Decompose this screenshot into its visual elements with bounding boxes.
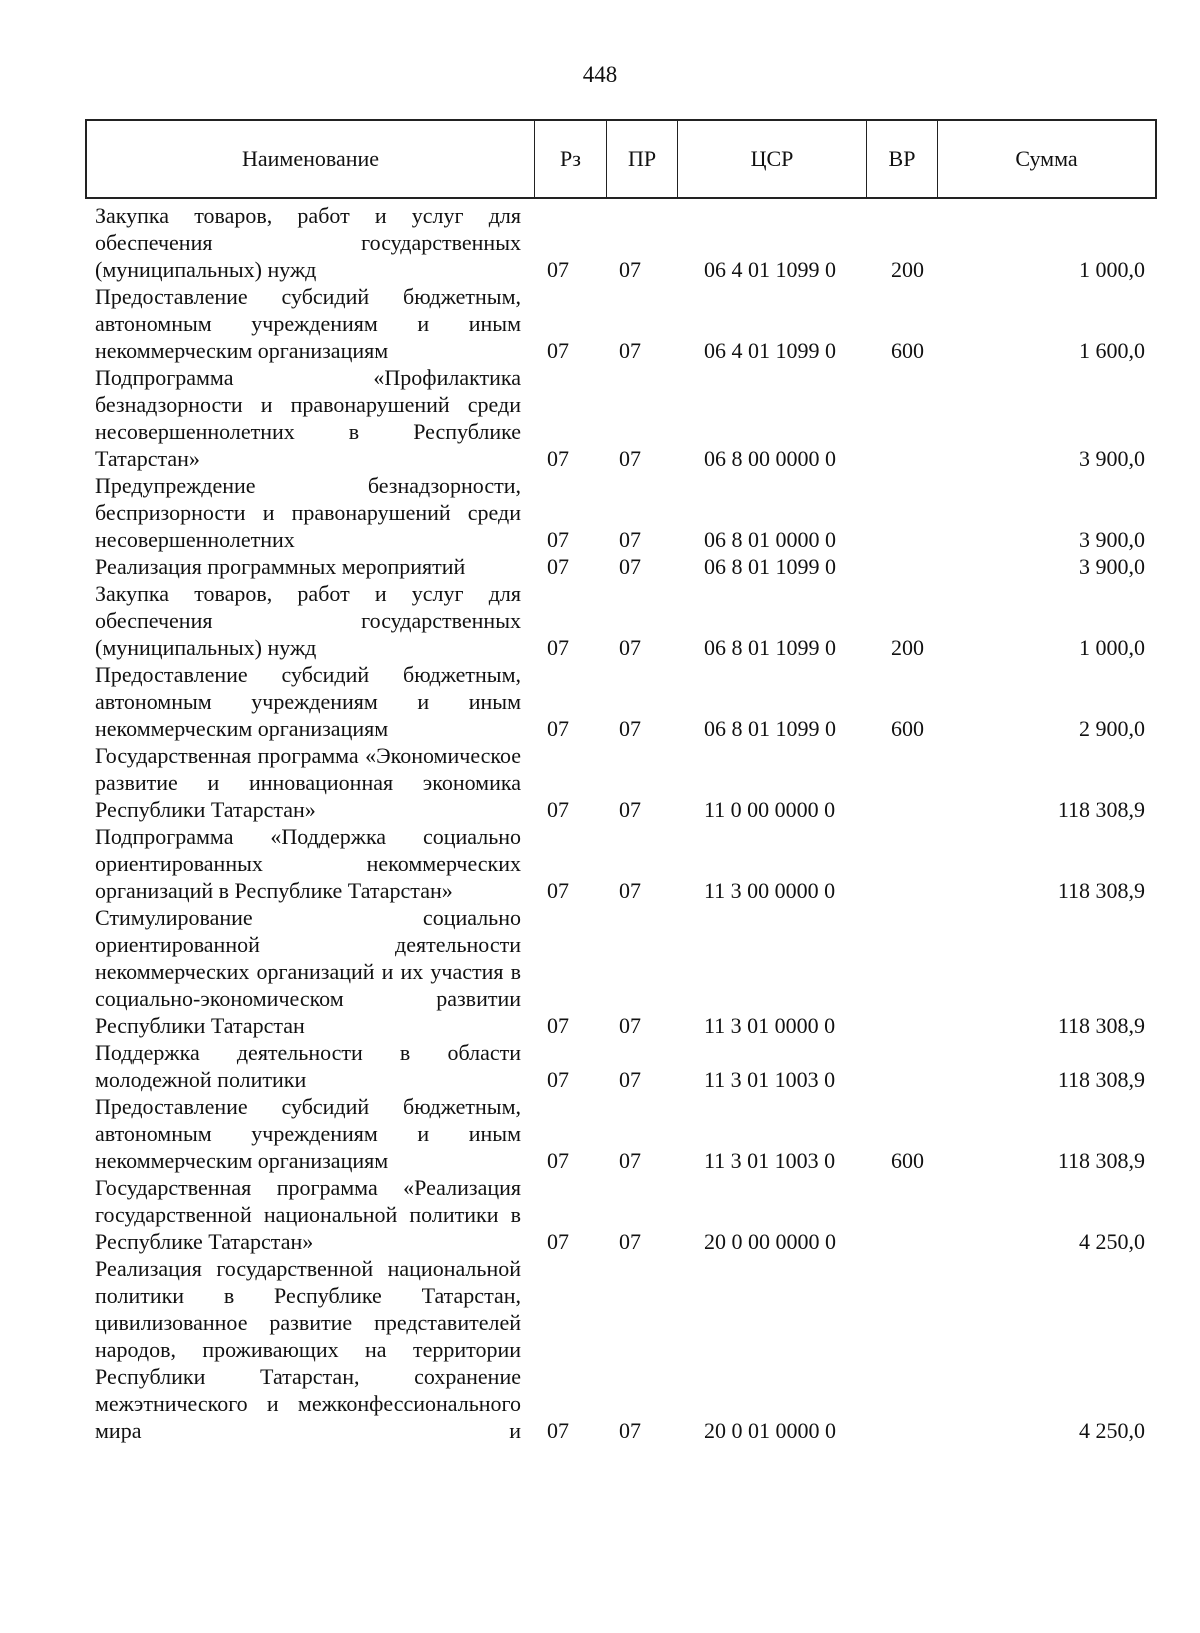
row-pr: 07 xyxy=(619,338,641,363)
row-pr: 07 xyxy=(619,878,641,903)
row-sum: 3 900,0 xyxy=(1079,446,1145,471)
row-pr: 07 xyxy=(619,1013,641,1038)
row-rz: 07 xyxy=(547,338,569,363)
row-rz: 07 xyxy=(547,1418,569,1443)
header-rz: Рз xyxy=(535,121,607,197)
table-row xyxy=(95,661,1145,742)
header-csr: ЦСР xyxy=(678,121,867,197)
table-row xyxy=(95,1039,1145,1093)
row-csr: 06 8 01 1099 0 xyxy=(704,716,836,741)
row-sum: 1 000,0 xyxy=(1079,257,1145,282)
row-csr: 06 4 01 1099 0 xyxy=(704,338,836,363)
table-row xyxy=(95,1255,1145,1444)
row-sum: 1 600,0 xyxy=(1079,338,1145,363)
row-sum: 118 308,9 xyxy=(1057,1013,1145,1038)
row-name: Стимулирование социально ориентированной деятельности некоммерческих организаций и их участия в социально-экономическом развитии Республики Татарстан xyxy=(95,905,521,1038)
table-row xyxy=(95,472,1145,553)
row-name: Закупка товаров, работ и услуг для обеспечения государственных (муниципальных) нужд xyxy=(95,203,521,282)
row-sum: 3 900,0 xyxy=(1079,527,1145,552)
row-sum: 2 900,0 xyxy=(1079,716,1145,741)
table-body xyxy=(95,202,1145,1444)
row-name: Реализация программных мероприятий xyxy=(95,554,466,579)
row-name: Предоставление субсидий бюджетным, автономным учреждениям и иным некоммерческим организациям xyxy=(95,284,521,363)
row-sum: 4 250,0 xyxy=(1079,1229,1145,1254)
row-name: Подпрограмма «Поддержка социально ориентированных некоммерческих организаций в Республике Татарстан» xyxy=(95,824,521,903)
row-csr: 11 3 01 1003 0 xyxy=(704,1067,836,1092)
row-vr: 600 xyxy=(891,338,924,363)
row-vr: 600 xyxy=(891,1148,924,1173)
table-row xyxy=(95,823,1145,904)
table-row xyxy=(95,580,1145,661)
row-csr: 06 8 00 0000 0 xyxy=(704,446,836,471)
row-pr: 07 xyxy=(619,554,641,579)
row-name: Предоставление субсидий бюджетным, автономным учреждениям и иным некоммерческим организациям xyxy=(95,662,521,741)
row-rz: 07 xyxy=(547,797,569,822)
row-csr: 11 0 00 0000 0 xyxy=(704,797,836,822)
row-rz: 07 xyxy=(547,1067,569,1092)
row-sum: 118 308,9 xyxy=(1057,797,1145,822)
row-vr: 600 xyxy=(891,716,924,741)
table-row xyxy=(95,283,1145,364)
row-pr: 07 xyxy=(619,446,641,471)
row-csr: 06 8 01 1099 0 xyxy=(704,554,836,579)
header-pr: ПР xyxy=(607,121,678,197)
header-sum: Сумма xyxy=(1015,146,1078,171)
table-row xyxy=(95,904,1145,1039)
row-rz: 07 xyxy=(547,527,569,552)
page-number: 448 xyxy=(582,62,618,87)
row-vr: 200 xyxy=(891,635,924,660)
row-name: Подпрограмма «Профилактика безнадзорности и правонарушений среди несовершеннолетних в Республике Татарстан» xyxy=(95,365,521,471)
row-csr: 20 0 01 0000 0 xyxy=(704,1418,836,1443)
row-sum: 118 308,9 xyxy=(1057,878,1145,903)
row-name: Предупреждение безнадзорности, беспризорности и правонарушений среди несовершеннолетних xyxy=(95,473,521,552)
table-row xyxy=(95,742,1145,823)
table-row xyxy=(95,553,1145,580)
row-sum: 4 250,0 xyxy=(1079,1418,1145,1443)
row-rz: 07 xyxy=(547,1148,569,1173)
row-name: Государственная программа «Экономическое развитие и инновационная экономика Республики Татарстан» xyxy=(95,743,521,822)
row-rz: 07 xyxy=(547,878,569,903)
row-sum: 3 900,0 xyxy=(1079,554,1145,579)
row-csr: 06 8 01 0000 0 xyxy=(704,527,836,552)
row-sum: 118 308,9 xyxy=(1057,1148,1145,1173)
row-pr: 07 xyxy=(619,716,641,741)
row-rz: 07 xyxy=(547,1229,569,1254)
row-rz: 07 xyxy=(547,1013,569,1038)
row-name: Поддержка деятельности в области молодежной политики xyxy=(95,1040,521,1092)
row-pr: 07 xyxy=(619,1148,641,1173)
row-name: Реализация государственной национальной политики в Республике Татарстан, цивилизованное развитие представителей народов, проживающих на территории Республики Татарстан, сохранение межэтнического и межконфессионального мира и xyxy=(95,1256,521,1443)
row-name: Предоставление субсидий бюджетным, автономным учреждениям и иным некоммерческим организациям xyxy=(95,1094,521,1173)
row-pr: 07 xyxy=(619,257,641,282)
row-pr: 07 xyxy=(619,1229,641,1254)
row-name: Государственная программа «Реализация государственной национальной политики в Республике Татарстан» xyxy=(95,1175,521,1254)
row-csr: 06 4 01 1099 0 xyxy=(704,257,836,282)
row-pr: 07 xyxy=(619,1067,641,1092)
row-vr: 200 xyxy=(891,257,924,282)
row-sum: 118 308,9 xyxy=(1057,1067,1145,1092)
row-name: Закупка товаров, работ и услуг для обеспечения государственных (муниципальных) нужд xyxy=(95,581,521,660)
row-pr: 07 xyxy=(619,797,641,822)
table-row xyxy=(95,1093,1145,1174)
row-rz: 07 xyxy=(547,257,569,282)
row-csr: 11 3 01 1003 0 xyxy=(704,1148,836,1173)
row-pr: 07 xyxy=(619,635,641,660)
row-pr: 07 xyxy=(619,527,641,552)
table-row xyxy=(95,1174,1145,1255)
row-rz: 07 xyxy=(547,446,569,471)
row-csr: 06 8 01 1099 0 xyxy=(704,635,836,660)
row-csr: 11 3 01 0000 0 xyxy=(704,1013,836,1038)
header-name: Наименование xyxy=(87,121,535,197)
row-pr: 07 xyxy=(619,1418,641,1443)
row-rz: 07 xyxy=(547,716,569,741)
row-rz: 07 xyxy=(547,635,569,660)
table-header xyxy=(85,119,1157,199)
row-csr: 20 0 00 0000 0 xyxy=(704,1229,836,1254)
header-vr: ВР xyxy=(867,121,938,197)
table-row xyxy=(95,202,1145,283)
row-sum: 1 000,0 xyxy=(1079,635,1145,660)
row-csr: 11 3 00 0000 0 xyxy=(704,878,836,903)
table-row xyxy=(95,364,1145,472)
row-rz: 07 xyxy=(547,554,569,579)
